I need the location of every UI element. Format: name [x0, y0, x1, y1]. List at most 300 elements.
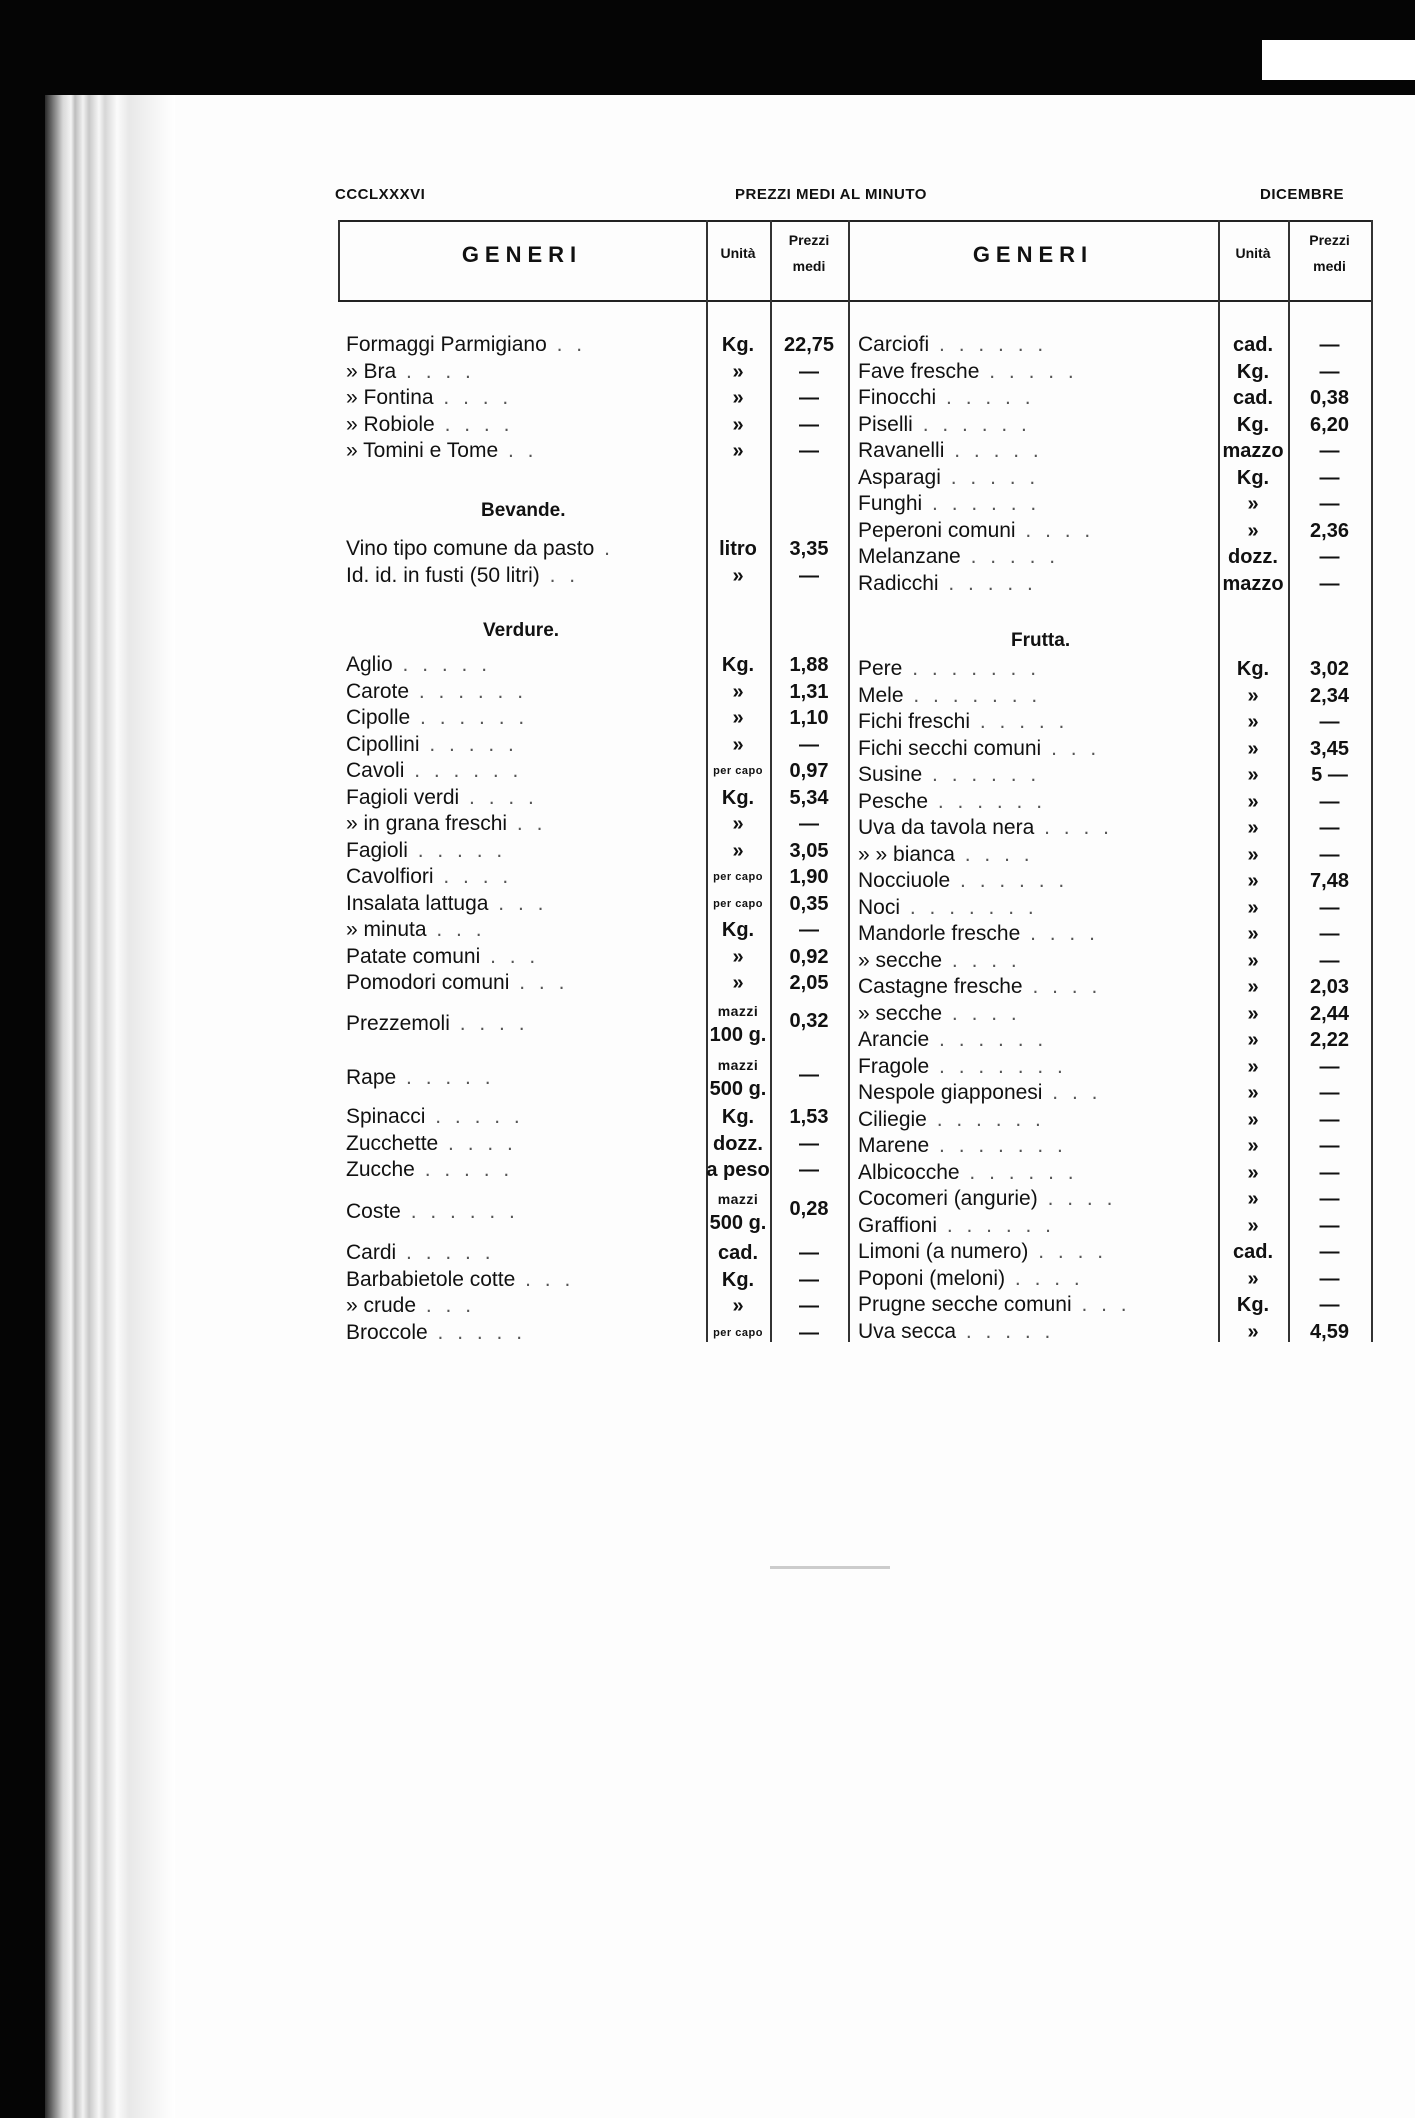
item-price: — — [1319, 1241, 1340, 1263]
item-unit: Kg. — [721, 1268, 755, 1291]
item-price: — — [1319, 1294, 1340, 1316]
leader-dots: . . . . . — [970, 710, 1069, 733]
leader-dots: . . . . . . — [922, 763, 1041, 786]
item-price: — — [799, 360, 819, 383]
item-name — [858, 1080, 1214, 1106]
section-frutta: Frutta. — [1011, 630, 1071, 651]
leader-dots: . . . . . — [427, 1320, 527, 1344]
item-name — [346, 864, 702, 890]
item-label: Fichi secchi comuni — [858, 736, 1042, 760]
col-price-right-1: Prezzi — [1309, 232, 1350, 248]
col-price-left-2: medi — [792, 258, 826, 274]
item-name — [858, 544, 1214, 570]
item-label: Barbabietole cotte — [346, 1267, 516, 1291]
leader-dots: . . . . — [942, 1001, 1021, 1025]
item-price: 1,53 — [789, 1106, 829, 1128]
item-label: Marene — [858, 1134, 930, 1157]
item-price: 6,20 — [1310, 413, 1349, 436]
item-unit: dozz. — [1228, 546, 1278, 568]
item-name — [858, 571, 1214, 597]
item-unit: » — [1247, 1214, 1259, 1237]
item-label: Nocciuole — [858, 869, 951, 892]
leader-dots: . . . . . — [392, 653, 492, 676]
item-price: 4,59 — [1310, 1320, 1349, 1343]
leader-dots: . . — [507, 812, 547, 835]
item-price: — — [799, 564, 819, 587]
item-label: Finocchi — [858, 386, 937, 409]
item-label: Vino tipo comune da pasto — [346, 537, 595, 560]
item-unit: dozz. — [713, 1132, 763, 1155]
leader-dots: . . . . — [1022, 975, 1102, 998]
item-unit: Kg. — [1236, 658, 1270, 680]
item-unit: » — [1247, 1161, 1259, 1184]
item-label: Radicchi — [858, 571, 939, 595]
item-name — [346, 1131, 702, 1157]
item-price: 2,36 — [1310, 519, 1349, 542]
item-label: Aglio — [346, 653, 393, 676]
leader-dots: . . . . . . — [937, 1213, 1056, 1237]
item-price: — — [799, 1321, 819, 1344]
item-price: — — [799, 919, 819, 941]
item-unit: » — [1247, 1108, 1259, 1131]
item-unit: cad. — [1232, 1241, 1274, 1263]
leader-dots: . . . . . — [414, 1158, 514, 1181]
leader-dots: . . . . . . . — [903, 683, 1042, 707]
item-name — [858, 359, 1214, 385]
leader-dots: . . . . . — [944, 439, 1043, 462]
item-label: Pere — [858, 657, 903, 680]
item-name — [858, 709, 1214, 735]
item-unit: » — [1247, 843, 1259, 866]
item-name — [346, 758, 702, 784]
item-unit: Kg. — [1236, 413, 1270, 436]
item-label: Nespole giapponesi — [858, 1081, 1043, 1104]
item-label: Noci — [858, 895, 901, 919]
item-name — [858, 921, 1214, 947]
item-unit: » — [1247, 684, 1259, 707]
item-price: 5,34 — [789, 786, 829, 809]
item-label: Cipolle — [346, 706, 411, 729]
item-unit: cad. — [1232, 334, 1274, 356]
item-price: — — [1319, 1082, 1340, 1104]
item-name — [346, 679, 702, 705]
item-unit: » — [732, 707, 744, 729]
item-name — [858, 789, 1214, 815]
item-name — [346, 785, 702, 811]
item-name — [858, 412, 1214, 438]
item-price: 3,45 — [1310, 737, 1349, 760]
item-label: Uva da tavola nera — [858, 816, 1035, 839]
item-label: » Robiole — [346, 412, 435, 436]
item-price: 1,10 — [789, 707, 829, 729]
item-unit: mazzi — [717, 1003, 759, 1019]
leader-dots: . . . . — [438, 1131, 517, 1155]
section-verdure: Verdure. — [483, 620, 560, 641]
item-unit: » — [1247, 1029, 1259, 1051]
item-price: — — [1319, 466, 1340, 489]
item-label: Ravanelli — [858, 439, 945, 462]
leader-dots: . . . . . — [396, 1241, 495, 1264]
item-unit: » — [732, 813, 744, 835]
item-label: Pesche — [858, 789, 929, 813]
item-price: 2,22 — [1310, 1029, 1349, 1051]
item-unit: » — [732, 440, 744, 462]
item-unit: per capo — [713, 871, 763, 883]
item-price: — — [799, 733, 819, 756]
item-name — [346, 705, 702, 731]
leader-dots: . . . . — [449, 1012, 529, 1035]
leader-dots: . . . — [1041, 736, 1101, 760]
item-price: — — [1319, 572, 1340, 595]
item-name — [346, 1293, 702, 1319]
scan-border-notch — [1262, 40, 1415, 80]
item-unit: Kg. — [1236, 360, 1270, 383]
item-label: Ciliegie — [858, 1107, 927, 1131]
item-unit: 500 g. — [709, 1212, 767, 1234]
item-price: — — [799, 1268, 819, 1291]
item-label: Mele — [858, 683, 904, 707]
item-unit: per capo — [713, 897, 763, 910]
item-label: Melanzane — [858, 545, 961, 568]
item-unit: mazzo — [1222, 440, 1284, 462]
item-unit: mazzo — [1222, 572, 1284, 595]
leader-dots: . . . . . . . — [929, 1134, 1067, 1157]
item-label: Broccole — [346, 1320, 428, 1344]
leader-dots: . . . . — [396, 359, 475, 383]
item-name — [858, 762, 1214, 788]
item-price: — — [1319, 1267, 1340, 1290]
item-price: — — [799, 1132, 819, 1155]
leader-dots: . . . . . — [407, 838, 507, 862]
item-name — [346, 1199, 702, 1225]
item-unit: cad. — [717, 1242, 759, 1264]
leader-dots: . . . . — [433, 865, 513, 888]
item-unit: a peso — [706, 1159, 770, 1181]
item-unit: 100 g. — [709, 1024, 767, 1046]
item-name — [346, 944, 702, 970]
leader-dots: . . . . . . . — [900, 895, 1038, 919]
leader-dots: . . . — [480, 944, 540, 968]
item-price: — — [1319, 817, 1340, 839]
item-label: Zucche — [346, 1158, 415, 1181]
item-price: 1,90 — [789, 866, 829, 888]
item-label: Fragole — [858, 1054, 930, 1078]
leader-dots: . . . . . — [425, 1105, 524, 1128]
item-label: Limoni (a numero) — [858, 1240, 1029, 1263]
item-price: 2,44 — [1310, 1002, 1349, 1025]
item-price: — — [1319, 896, 1340, 919]
item-label: Rape — [346, 1066, 397, 1089]
item-unit: Kg. — [721, 786, 755, 809]
item-unit: Kg. — [721, 919, 755, 941]
item-name — [346, 412, 702, 438]
item-label: Cipollini — [346, 732, 420, 756]
item-label: » crude — [346, 1294, 417, 1317]
item-price: 3,02 — [1310, 658, 1349, 680]
item-unit: » — [1247, 817, 1259, 839]
item-unit: Kg. — [721, 654, 755, 676]
leader-dots: . . . . . — [960, 545, 1060, 568]
item-unit: Kg. — [721, 1106, 755, 1128]
leader-dots: . . . . . . — [950, 869, 1069, 892]
item-label: Carciofi — [858, 333, 930, 356]
item-price: — — [799, 1064, 819, 1086]
page-header — [335, 186, 1370, 208]
item-name — [346, 438, 702, 464]
leader-dots: . . . . . . — [400, 1200, 519, 1223]
item-name — [858, 1239, 1214, 1265]
item-name — [346, 811, 702, 837]
item-name — [346, 332, 702, 358]
leader-dots: . . . — [509, 971, 569, 994]
item-unit: » — [1247, 949, 1259, 972]
item-price: — — [1319, 1214, 1340, 1237]
item-price: — — [799, 813, 819, 835]
item-name — [858, 656, 1214, 682]
leader-dots: . . . . — [1034, 816, 1113, 839]
leader-dots: . . . — [1042, 1081, 1102, 1104]
item-price: — — [799, 1159, 819, 1181]
item-price: 7,48 — [1310, 870, 1349, 892]
item-unit: » — [1247, 923, 1259, 945]
leader-dots: . . . . . — [979, 359, 1078, 383]
item-price: — — [1319, 1108, 1340, 1131]
leader-dots: . . . . . . — [926, 1107, 1045, 1131]
item-label: » Tomini e Tome — [346, 439, 499, 462]
item-price: 0,97 — [789, 760, 829, 782]
item-unit: » — [1247, 493, 1259, 515]
item-price: 2,03 — [1310, 976, 1349, 998]
item-name — [858, 1319, 1214, 1345]
item-price: 3,35 — [789, 538, 829, 560]
item-price: 5 — — [1311, 764, 1348, 786]
item-label: » Bra — [346, 359, 397, 383]
item-unit: Kg. — [721, 334, 755, 356]
item-unit: » — [1247, 790, 1259, 813]
leader-dots: . . . . . . — [959, 1160, 1078, 1184]
item-name — [858, 1027, 1214, 1053]
leader-dots: . . . . — [1005, 1266, 1084, 1290]
item-label: Graffioni — [858, 1213, 937, 1237]
page-number: CCCLXXXVI — [335, 186, 426, 203]
item-label: Castagne fresche — [858, 975, 1023, 998]
item-name — [858, 491, 1214, 517]
item-label: Spinacci — [346, 1105, 426, 1128]
item-label: Zucchette — [346, 1131, 439, 1155]
item-label: Mandorle fresche — [858, 922, 1021, 945]
item-unit: cad. — [1232, 387, 1274, 409]
item-unit: Kg. — [1236, 466, 1270, 489]
item-price: — — [1319, 546, 1340, 568]
item-price: 22,75 — [783, 334, 835, 356]
item-unit: per capo — [713, 765, 763, 777]
item-label: Funghi — [858, 492, 923, 515]
item-price: — — [1319, 949, 1340, 972]
item-price: — — [1319, 493, 1340, 515]
item-label: Peperoni comuni — [858, 518, 1016, 542]
col-genre-right: GENERI — [972, 242, 1094, 267]
item-label: Susine — [858, 763, 923, 786]
leader-dots: . . . . . — [956, 1319, 1055, 1343]
item-unit: » — [1247, 1188, 1259, 1210]
item-label: Uva secca — [858, 1319, 957, 1343]
item-name — [346, 1011, 702, 1037]
item-unit: » — [1247, 1320, 1259, 1343]
item-name — [858, 1266, 1214, 1292]
leader-dots: . . . . — [1020, 922, 1099, 945]
item-unit: » — [1247, 976, 1259, 998]
item-name — [346, 563, 702, 589]
item-name — [858, 868, 1214, 894]
leader-dots: . . . — [426, 918, 486, 941]
item-label: Formaggi Parmigiano — [346, 333, 547, 356]
item-unit: » — [732, 733, 744, 756]
item-price: 2,34 — [1310, 684, 1349, 707]
leader-dots: . . . . . . — [912, 412, 1031, 436]
item-price: — — [799, 413, 819, 436]
item-unit: mazzi — [717, 1057, 759, 1073]
item-price: 2,05 — [789, 972, 829, 994]
item-price: 0,38 — [1310, 387, 1349, 409]
leader-dots: . — [594, 537, 614, 560]
leader-dots: . . . . — [1028, 1240, 1108, 1263]
item-unit: » — [1247, 870, 1259, 892]
item-unit: » — [732, 972, 744, 994]
item-name — [858, 1054, 1214, 1080]
item-price: 3,05 — [789, 839, 829, 862]
item-unit: » — [732, 413, 744, 436]
leader-dots: . . . . — [942, 948, 1021, 972]
item-price: — — [1319, 923, 1340, 945]
item-name — [346, 838, 702, 864]
item-price: — — [1319, 843, 1340, 866]
scan-mark — [770, 1566, 890, 1569]
item-price: — — [1319, 440, 1340, 462]
item-name — [858, 1186, 1214, 1212]
item-label: Fagioli verdi — [346, 785, 460, 809]
item-label: Pomodori comuni — [346, 971, 510, 994]
item-label: Arancie — [858, 1028, 930, 1051]
item-name — [346, 1320, 702, 1346]
item-label: Asparagi — [858, 465, 941, 489]
col-unit-left: Unità — [720, 245, 756, 261]
item-name — [346, 652, 702, 678]
item-label: Id. id. in fusti (50 litri) — [346, 563, 540, 587]
item-name — [858, 465, 1214, 491]
item-name — [346, 1104, 702, 1130]
leader-dots: . . . . . . — [929, 1028, 1048, 1051]
item-price: — — [1319, 334, 1340, 356]
col-rule — [848, 220, 850, 1342]
item-unit: » — [1247, 896, 1259, 919]
item-unit: » — [1247, 1055, 1259, 1078]
item-name — [346, 1157, 702, 1183]
item-name — [346, 1065, 702, 1091]
item-unit: » — [1247, 1135, 1259, 1157]
item-label: Insalata lattuga — [346, 891, 489, 915]
item-unit: Kg. — [1236, 1294, 1270, 1316]
item-name — [346, 917, 702, 943]
item-label: Cavoli — [346, 759, 405, 782]
item-name — [346, 891, 702, 917]
item-unit: » — [732, 360, 744, 383]
item-unit: mazzi — [717, 1191, 759, 1207]
item-unit: » — [1247, 1267, 1259, 1290]
item-name — [858, 736, 1214, 762]
item-price: — — [799, 1242, 819, 1264]
item-label: » minuta — [346, 918, 427, 941]
item-label: » Fontina — [346, 386, 434, 409]
item-label: Patate comuni — [346, 944, 481, 968]
item-label: Cardi — [346, 1241, 397, 1264]
item-price: 1,31 — [789, 680, 829, 703]
leader-dots: . . . . . — [940, 465, 1040, 489]
item-label: Fagioli — [346, 838, 408, 862]
item-name — [858, 948, 1214, 974]
page-month: DICEMBRE — [1260, 186, 1345, 203]
item-name — [858, 1160, 1214, 1186]
leader-dots: . . — [539, 563, 580, 587]
item-label: Fichi freschi — [858, 710, 971, 733]
item-label: » secche — [858, 948, 943, 972]
item-label: Fave fresche — [858, 359, 980, 383]
book-page-edges — [45, 95, 175, 2118]
item-price: — — [1319, 1188, 1340, 1210]
item-name — [858, 1213, 1214, 1239]
item-name — [858, 895, 1214, 921]
item-name — [858, 438, 1214, 464]
leader-dots: . . . . — [1015, 518, 1095, 542]
item-unit: » — [1247, 1082, 1259, 1104]
item-label: Carote — [346, 679, 410, 703]
leader-dots: . . . . . — [396, 1066, 495, 1089]
item-label: » » bianca — [858, 842, 955, 866]
item-price: — — [799, 440, 819, 462]
item-unit: » — [1247, 764, 1259, 786]
item-unit: litro — [719, 538, 757, 560]
item-name — [858, 1107, 1214, 1133]
item-name — [858, 974, 1214, 1000]
item-unit: 500 g. — [709, 1078, 767, 1100]
col-genre-left: GENERI — [461, 242, 583, 267]
item-label: Cocomeri (angurie) — [858, 1187, 1038, 1210]
leader-dots: . . . . . — [936, 386, 1035, 409]
item-unit: per capo — [713, 1326, 763, 1339]
leader-dots: . . . . — [1037, 1187, 1117, 1210]
item-label: Albicocche — [858, 1160, 960, 1184]
item-price: — — [1319, 1055, 1340, 1078]
item-label: Piselli — [858, 412, 913, 436]
item-price: — — [1319, 1135, 1340, 1157]
item-label: » secche — [858, 1001, 943, 1025]
col-price-right-2: medi — [1313, 258, 1346, 274]
item-name — [346, 732, 702, 758]
item-name — [858, 842, 1214, 868]
item-unit: » — [1247, 1002, 1259, 1025]
page-title: PREZZI MEDI AL MINUTO — [735, 186, 927, 203]
item-name — [858, 683, 1214, 709]
leader-dots: . . . . . . . — [902, 657, 1041, 680]
col-price-left-1: Prezzi — [788, 232, 830, 248]
scan-border-left — [0, 0, 45, 2118]
leader-dots: . . — [498, 439, 538, 462]
item-name — [346, 1267, 702, 1293]
item-price: 0,35 — [789, 892, 829, 915]
col-unit-right: Unità — [1235, 245, 1271, 261]
leader-dots: . . . . . . . — [929, 1054, 1067, 1078]
leader-dots: . . . . . . — [929, 333, 1048, 356]
item-name — [858, 1292, 1214, 1318]
